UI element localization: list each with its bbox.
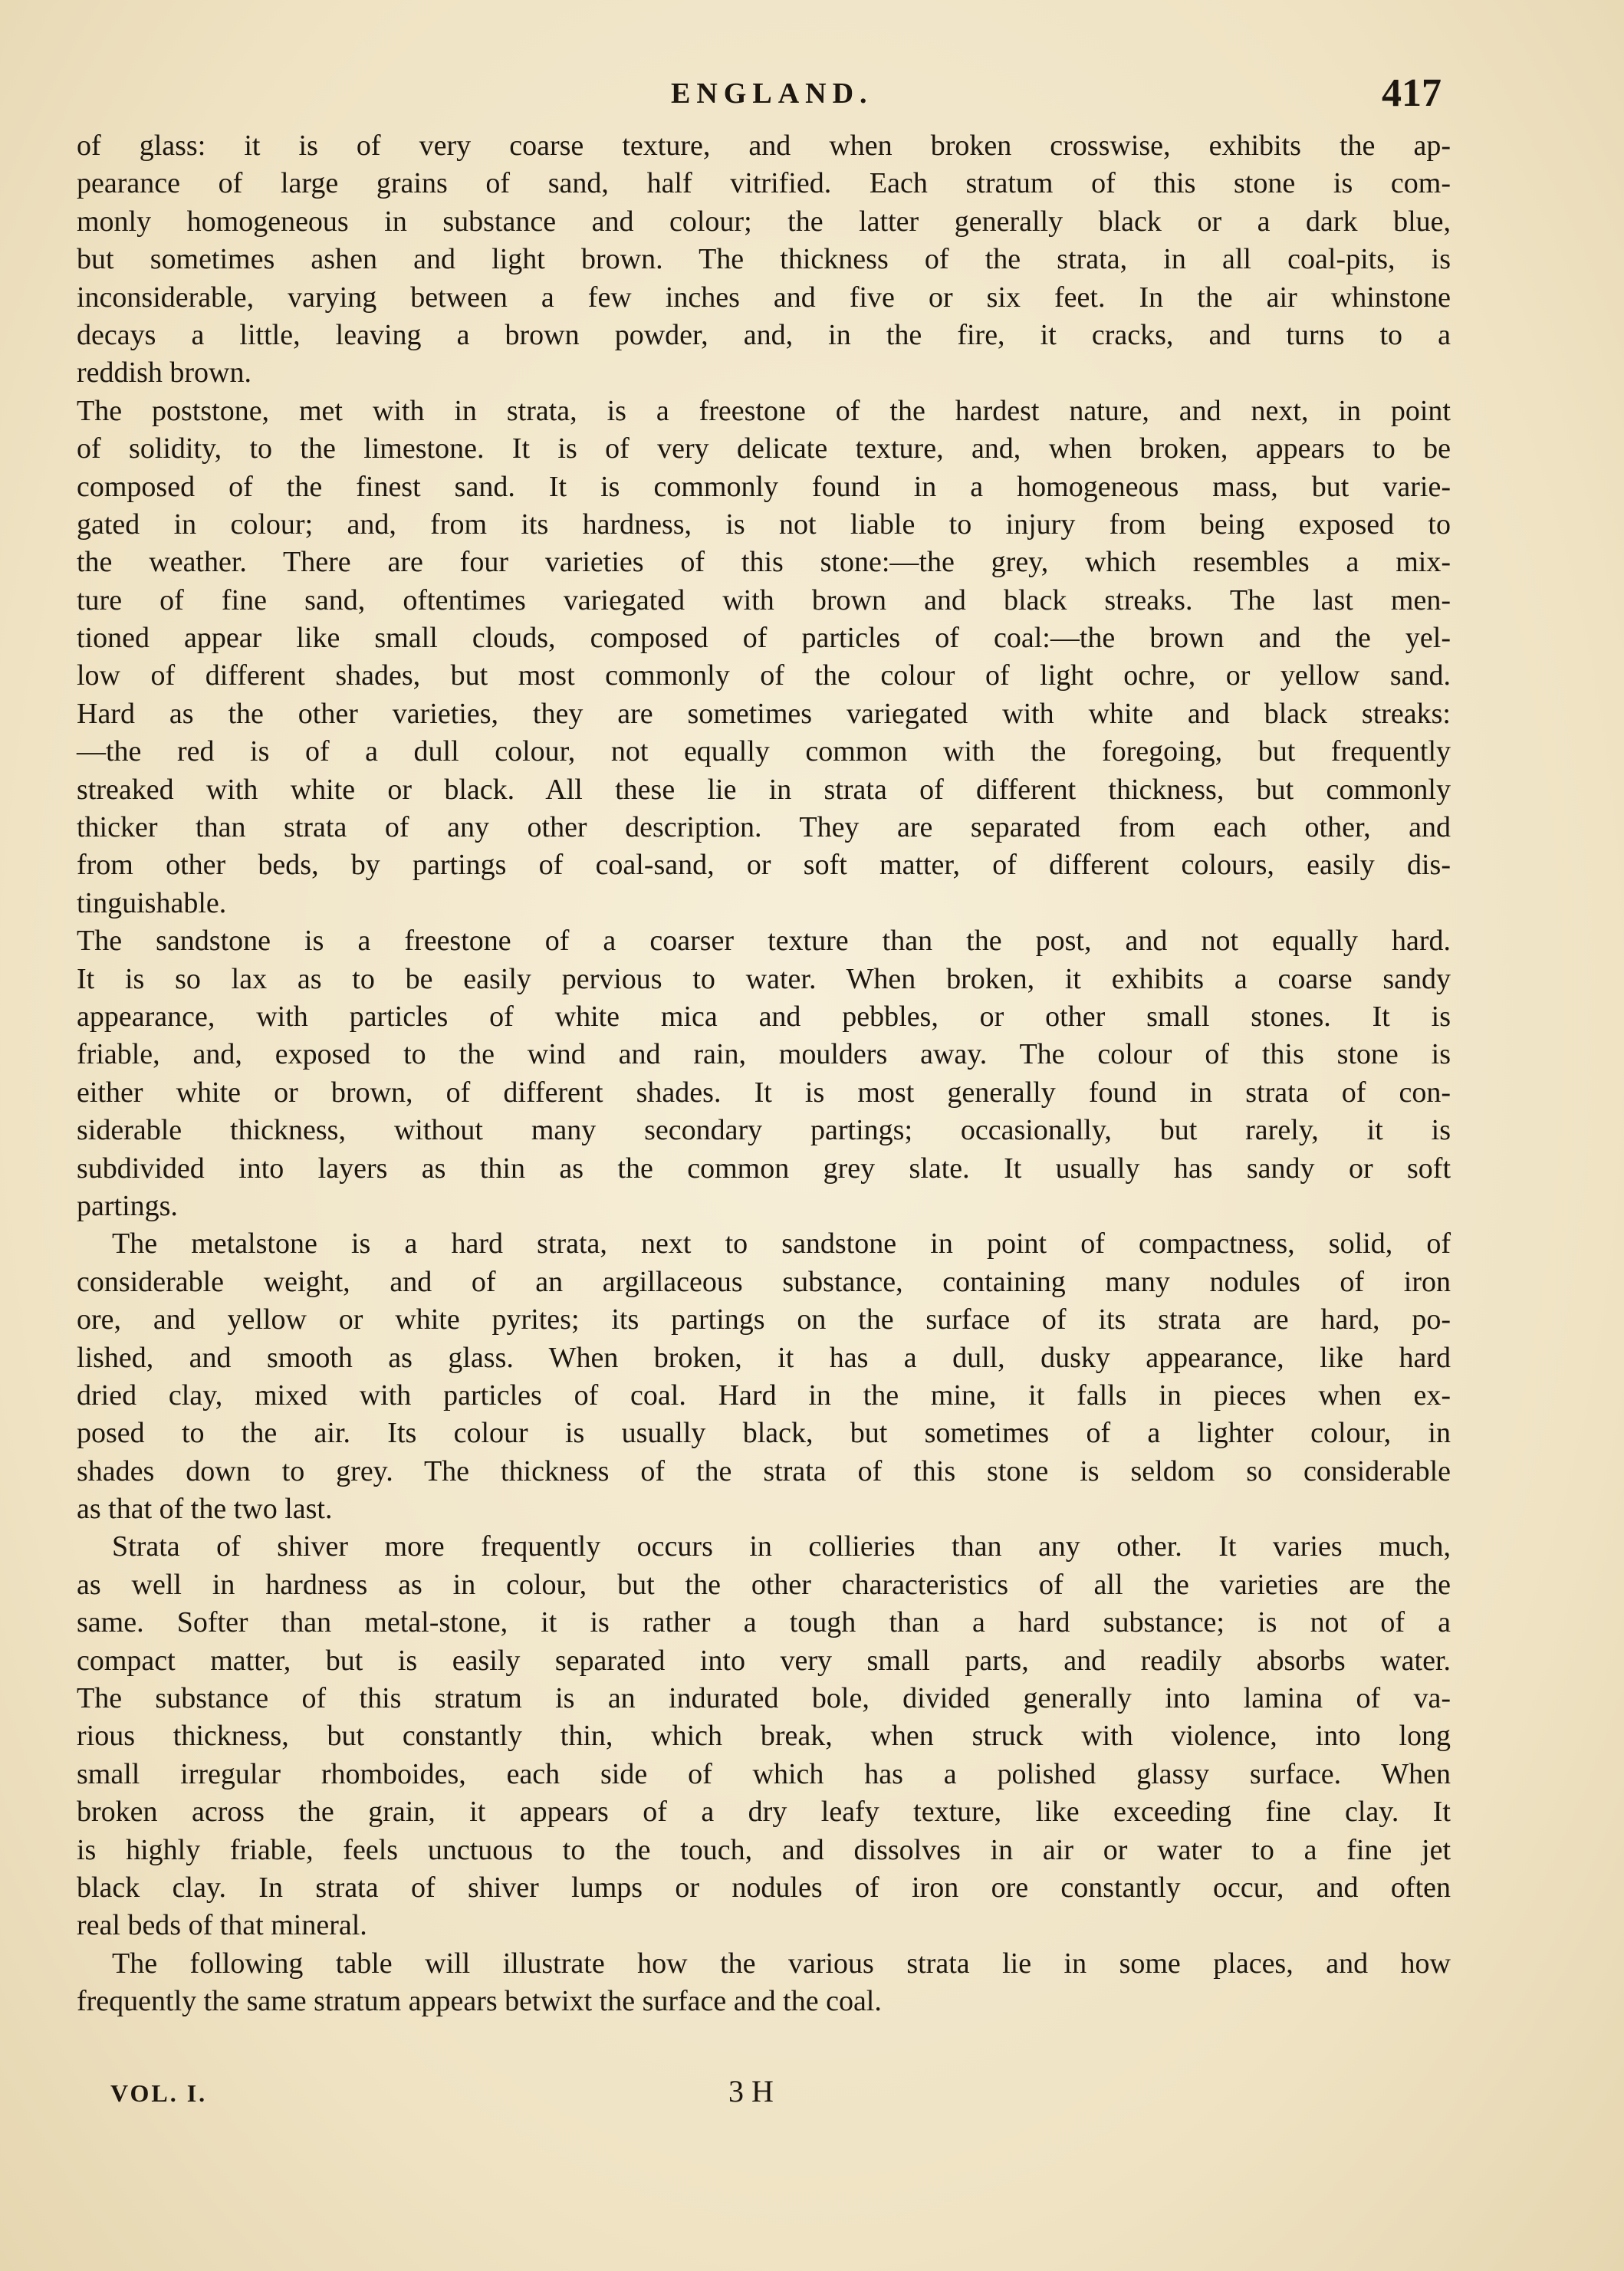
- text-line: inconsiderable, varying between a few inches and five or six feet. In the air whinstone: [77, 281, 1451, 314]
- text-line: shades down to grey. The thickness of the strata of this stone is seldom so considerable: [77, 1454, 1451, 1487]
- text-line: Hard as the other varieties, they are sometimes variegated with white and black streaks:: [77, 697, 1451, 730]
- text-line: pearance of large grains of sand, half vitrified. Each stratum of this stone is com-: [77, 167, 1451, 200]
- text-line: from other beds, by partings of coal-sand, or soft matter, of different colours, easily dis-: [77, 849, 1451, 882]
- text-line: —the red is of a dull colour, not equally common with the foregoing, but frequently: [77, 735, 1451, 768]
- text-line: reddish brown.: [77, 357, 251, 389]
- text-line: dried clay, mixed with particles of coal. Hard in the mine, it falls in pieces when ex-: [77, 1379, 1451, 1412]
- body-text: [77, 127, 1451, 2021]
- text-line: but sometimes ashen and light brown. The thickness of the strata, in all coal-pits, is: [77, 243, 1451, 276]
- text-line: monly homogeneous in substance and colour; the latter generally black or a dark blue,: [77, 205, 1451, 238]
- text-line: broken across the grain, it appears of a dry leafy texture, like exceeding fine clay. It: [77, 1796, 1451, 1829]
- text-line: subdivided into layers as thin as the common grey slate. It usually has sandy or soft: [77, 1152, 1451, 1185]
- text-line: same. Softer than metal-stone, it is rather a tough than a hard substance; is not of a: [77, 1606, 1451, 1639]
- text-line: composed of the finest sand. It is commonly found in a homogeneous mass, but varie-: [77, 470, 1451, 503]
- text-line: posed to the air. Its colour is usually black, but sometimes of a lighter colour, in: [77, 1417, 1451, 1450]
- text-line: gated in colour; and, from its hardness, is not liable to injury from being exposed to: [77, 508, 1451, 541]
- text-line: The poststone, met with in strata, is a freestone of the hardest nature, and next, in point: [77, 394, 1451, 427]
- volume-label: VOL. I.: [110, 2079, 208, 2107]
- text-line: The following table will illustrate how the various strata lie in some places, and how: [112, 1947, 1451, 1980]
- page-number: 417: [1382, 71, 1442, 115]
- text-line: tioned appear like small clouds, composed of particles of coal:—the brown and the yel-: [77, 622, 1451, 655]
- text-line: rious thickness, but constantly thin, which break, when struck with violence, into long: [77, 1720, 1451, 1753]
- text-line: as well in hardness as in colour, but the other characteristics of all the varieties are the: [77, 1568, 1451, 1601]
- text-line: streaked with white or black. All these lie in strata of different thickness, but commonly: [77, 773, 1451, 806]
- text-line: is highly friable, feels unctuous to the touch, and dissolves in air or water to a fine jet: [77, 1833, 1451, 1866]
- text-line: siderable thickness, without many secondary partings; occasionally, but rarely, it is: [77, 1114, 1451, 1147]
- text-line: friable, and, exposed to the wind and rain, moulders away. The colour of this stone is: [77, 1038, 1451, 1071]
- text-line: compact matter, but is easily separated into very small parts, and readily absorbs water.: [77, 1644, 1451, 1677]
- text-line: lished, and smooth as glass. When broken, it has a dull, dusky appearance, like hard: [77, 1341, 1451, 1374]
- page-footer: [0, 2074, 1624, 2125]
- text-line: thicker than strata of any other description. They are separated from each other, and: [77, 811, 1451, 844]
- text-line: The metalstone is a hard strata, next to sandstone in point of compactness, solid, of: [112, 1228, 1451, 1260]
- text-line: small irregular rhomboides, each side of which has a polished glassy surface. When: [77, 1757, 1451, 1790]
- text-line: as that of the two last.: [77, 1493, 333, 1526]
- running-head: [0, 71, 1624, 120]
- text-line: black clay. In strata of shiver lumps or nodules of iron ore constantly occur, and often: [77, 1871, 1451, 1904]
- text-line: It is so lax as to be easily pervious to water. When broken, it exhibits a coarse sandy: [77, 962, 1451, 995]
- text-line: low of different shades, but most commonly of the colour of light ochre, or yellow sand.: [77, 659, 1451, 692]
- text-line: frequently the same stratum appears betwixt the surface and the coal.: [77, 1985, 882, 2018]
- text-line: ore, and yellow or white pyrites; its partings on the surface of its strata are hard, po-: [77, 1303, 1451, 1336]
- text-line: appearance, with particles of white mica and pebbles, or other small stones. It is: [77, 1000, 1451, 1033]
- text-line: the weather. There are four varieties of this stone:—the grey, which resembles a mix-: [77, 546, 1451, 579]
- text-line: of glass: it is of very coarse texture, and when broken crosswise, exhibits the ap-: [77, 130, 1451, 162]
- running-title: ENGLAND.: [671, 77, 873, 110]
- text-line: decays a little, leaving a brown powder, and, in the fire, it cracks, and turns to a: [77, 318, 1451, 351]
- text-line: The sandstone is a freestone of a coarser texture than the post, and not equally hard.: [77, 925, 1451, 958]
- text-line: ture of fine sand, oftentimes variegated with brown and black streaks. The last men-: [77, 583, 1451, 616]
- text-line: either white or brown, of different shades. It is most generally found in strata of con-: [77, 1076, 1451, 1109]
- signature-mark: 3 H: [728, 2074, 774, 2108]
- text-line: real beds of that mineral.: [77, 1909, 367, 1942]
- text-line: The substance of this stratum is an indurated bole, divided generally into lamina of va-: [77, 1682, 1451, 1715]
- text-line: of solidity, to the limestone. It is of very delicate texture, and, when broken, appears to be: [77, 432, 1451, 465]
- text-line: Strata of shiver more frequently occurs in collieries than any other. It varies much,: [112, 1530, 1451, 1563]
- text-line: tinguishable.: [77, 886, 227, 919]
- text-line: considerable weight, and of an argillaceous substance, containing many nodules of iron: [77, 1265, 1451, 1298]
- text-line: partings.: [77, 1189, 178, 1222]
